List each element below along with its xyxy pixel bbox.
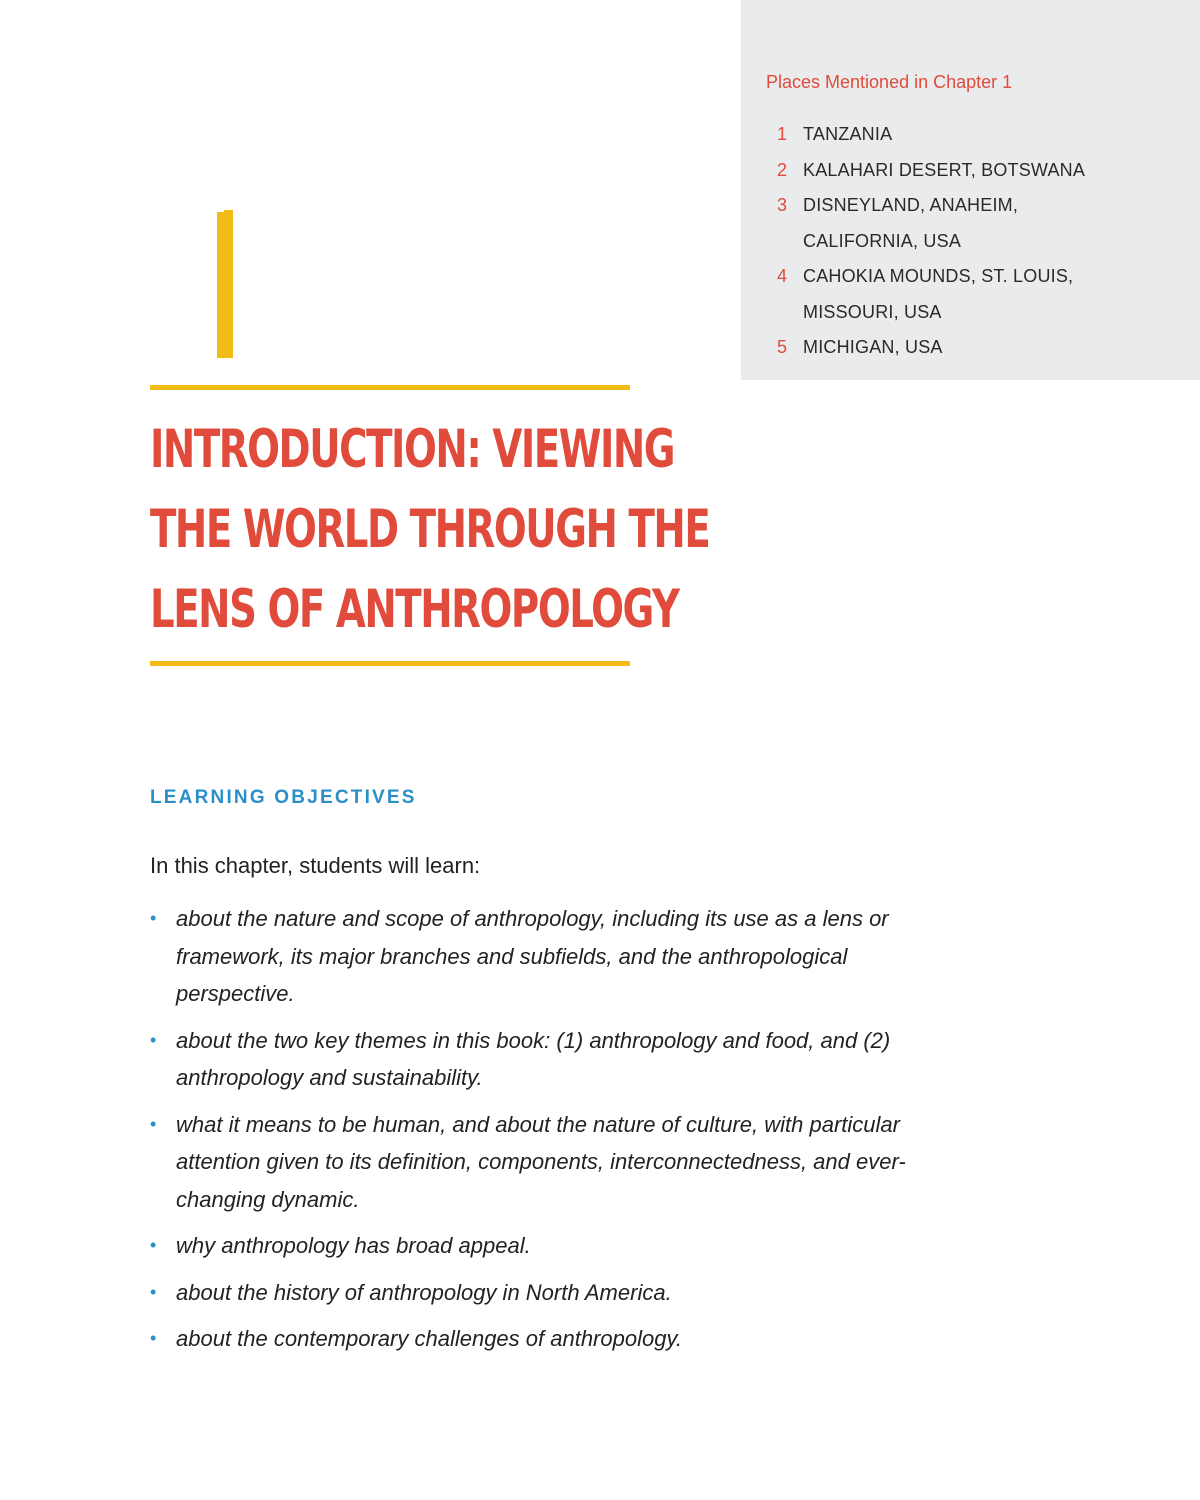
objective-item xyxy=(150,1106,910,1219)
place-item xyxy=(741,153,1133,189)
chapter-number-1 xyxy=(217,212,233,358)
bullet-icon: • xyxy=(150,1235,157,1255)
place-number: 1 xyxy=(777,124,788,144)
title-rule-bottom xyxy=(150,661,630,666)
place-item xyxy=(741,259,1133,330)
place-name: CAHOKIA MOUNDS, ST. LOUIS, MISSOURI, USA xyxy=(803,266,1074,322)
objective-text: about the two key themes in this book: (1) anthropology and food, and (2) anthropology and sustainability. xyxy=(176,1027,891,1090)
places-sidebar xyxy=(741,0,1200,380)
chapter-title-line: LENS OF ANTHROPOLOGY xyxy=(150,579,679,640)
title-rule-top xyxy=(150,385,630,390)
place-name: MICHIGAN, USA xyxy=(803,337,943,357)
bullet-icon: • xyxy=(150,1029,157,1050)
objectives-list xyxy=(150,900,910,1367)
places-list xyxy=(741,117,1133,366)
sidebar-title: Places Mentioned in Chapter 1 xyxy=(766,72,1013,92)
objective-item xyxy=(150,1227,910,1265)
bullet-icon: • xyxy=(150,1113,157,1134)
place-number: 5 xyxy=(777,337,788,357)
place-item xyxy=(741,188,1133,259)
objective-text: about the nature and scope of anthropology, including its use as a lens or framework, its major branches and subfields, and the anthropological perspective. xyxy=(176,906,889,1006)
bullet-icon: • xyxy=(150,908,157,928)
place-name: KALAHARI DESERT, BOTSWANA xyxy=(803,159,1086,180)
chapter-title xyxy=(150,410,710,650)
place-number: 2 xyxy=(777,159,788,180)
place-item xyxy=(741,117,1133,153)
place-name: TANZANIA xyxy=(803,124,893,144)
bullet-icon: • xyxy=(150,1281,157,1302)
objective-item xyxy=(150,1320,910,1358)
place-item xyxy=(741,330,1133,366)
objective-item xyxy=(150,1274,910,1312)
objective-text: what it means to be human, and about the nature of culture, with particular attention given to its definition, components, interconnectedness, and ever-changing dynamic. xyxy=(176,1111,906,1212)
chapter-title-line: THE WORLD THROUGH THE xyxy=(150,499,710,560)
learning-objectives-heading: LEARNING OBJECTIVES xyxy=(150,787,417,808)
place-number: 4 xyxy=(777,266,788,286)
objective-item xyxy=(150,1022,910,1097)
place-name: DISNEYLAND, ANAHEIM, CALIFORNIA, USA xyxy=(803,195,1019,251)
objectives-intro: In this chapter, students will learn: xyxy=(150,853,481,878)
objective-text: about the history of anthropology in North America. xyxy=(176,1279,672,1305)
place-number: 3 xyxy=(777,195,788,215)
bullet-icon: • xyxy=(150,1328,157,1348)
objective-item xyxy=(150,900,910,1013)
chapter-title-line: INTRODUCTION: VIEWING xyxy=(150,419,675,480)
objective-text: why anthropology has broad appeal. xyxy=(176,1233,531,1258)
objective-text: about the contemporary challenges of anthropology. xyxy=(176,1326,682,1351)
